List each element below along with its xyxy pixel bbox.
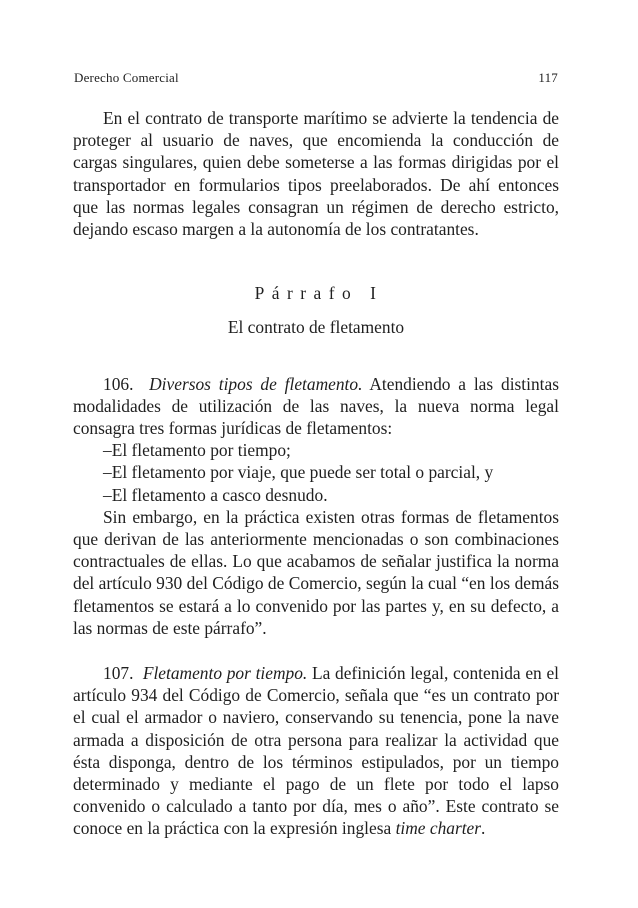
section-title: Párrafo I [254,283,384,304]
item-107-heading: Fletamento por tiempo. [142,663,308,684]
item-106-paragraph [73,373,559,440]
item-106-followup: Sin embargo, en la práctica existen otras formas de fletamentos que derivan de las anteriormente mencionadas o son combinaciones contractuales de ellas. Lo que acabamos de señalar justifica la norma del artículo 930 del Código de Comercio, según la cual “en los demás fletamentos se estará a lo convenido por las partes y, en su defecto, a las normas de este párrafo”. [73,506,559,638]
item-107-number: 107. [103,663,134,684]
running-header [74,70,558,86]
item-107-paragraph [73,662,559,840]
item-107-term: time charter [395,818,482,839]
item-106-text: Atendiendo a las distintas modalidades de utilización de las naves, la nueva norma legal consagra tres formas jurídicas de fletamentos: [73,373,559,439]
intro-paragraph: En el contrato de transporte marítimo se advierte la tendencia de proteger al usuario de naves, que encomienda la conducción de cargas singulares, quien debe someterse a las formas dirigidas por el transportador en formularios tipos preelaborados. De ahí entonces que las normas legales consagran un régimen de derecho estricto, dejando escaso margen a la autonomía de los contratantes. [73,108,559,240]
page-body [73,107,559,840]
section-subtitle: El contrato de fletamento [227,317,405,338]
list-item: –El fletamento por tiempo; [103,440,291,461]
item-107-end: . [481,818,486,839]
item-107-text: La definición legal, contenida en el artículo 934 del Código de Comercio, señala que “es un contrato por el cual el armador o naviero, conservando su tenencia, pone la nave armada a disposición de otra persona para realizar la actividad que ésta disponga, dentro de los términos estipulados, por un tiempo determinado y mediante el pago de un flete por todo el lapso convenido o calculado a tanto por día, mes o año”. Este contrato se conoce en la práctica con la expresión inglesa [73,663,559,839]
list-item: –El fletamento por viaje, que puede ser total o parcial, y [103,462,494,483]
item-106-number: 106. [103,373,134,394]
list-item: –El fletamento a casco desnudo. [103,484,328,505]
header-title: Derecho Comercial [74,70,179,85]
item-106-heading: Diversos tipos de fletamento. [149,373,363,394]
page-number: 117 [538,70,558,85]
